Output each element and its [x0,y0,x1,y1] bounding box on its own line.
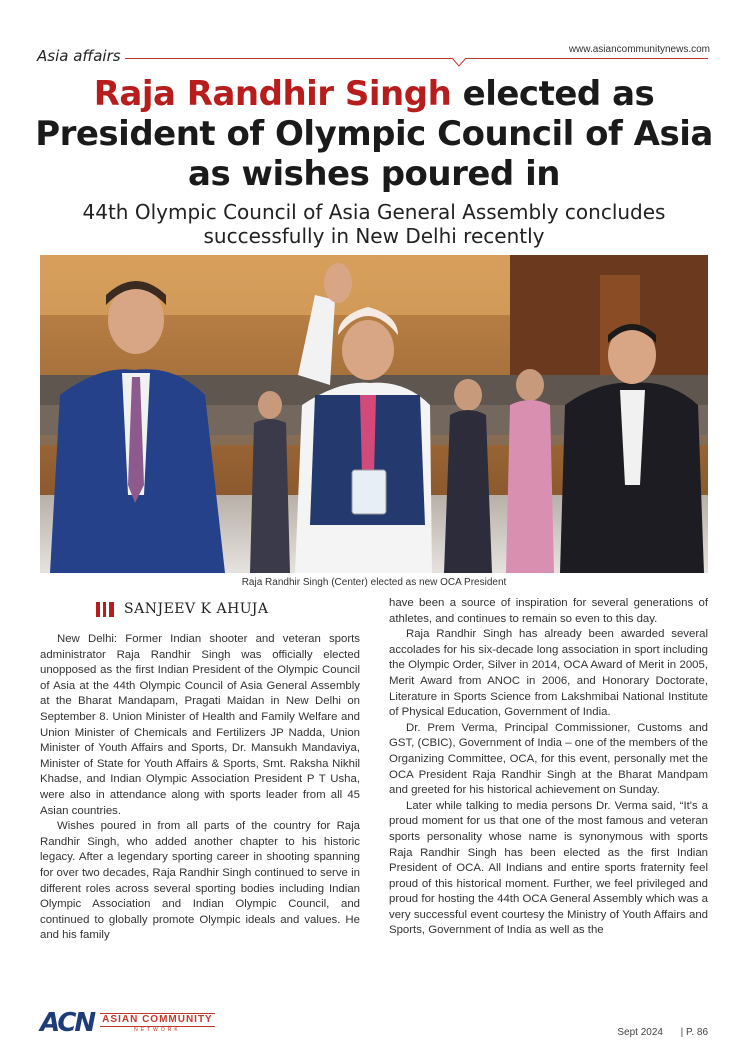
article-paragraph: Raja Randhir Singh has already been awarded several accolades for his six-decade long association in sport including the Olympic Order, Silver in 2014, OCA Award of Merit in 2005, Merit Award from ANOC in 2006, and Honorary Doctorate, Literature in Sports Science from Lakshmibai National Institute of Physical Education, Government of India. [389,628,708,719]
website-url: www.asiancommunitynews.com [568,44,710,55]
byline-bars-icon [96,602,114,617]
issue-date: Sept 2024 [617,1027,663,1038]
photo-illustration [40,255,708,573]
article-photo [40,255,708,573]
article-column-right [389,596,708,939]
section-label: Asia affairs [37,47,121,65]
article-paragraph: Dr. Prem Verma, Principal Commissioner, Customs and GST, (CBIC), Government of India – one of the members of the Organizing Committee, OCA, for this event, personally met the OCA President Raja Randhir Singh at the Bharat Mandpam and greeted for his historical achievement on Sunday. [389,721,708,797]
header-rule [125,58,708,59]
author-name: SANJEEV K AHUJA [124,601,269,617]
headline-highlight: Raja Randhir Singh [93,74,452,114]
logo-name: ASIAN COMMUNITY [102,1014,213,1025]
article-paragraph: have been a source of inspiration for several generations of athletes, and continues to remain so even to this day. [389,597,708,625]
headline [20,74,728,194]
headline-rest: elected as President of Olympic Council of Asia as wishes poured in [35,74,713,194]
header-rule-notch [452,55,466,67]
logo-sub: NETWORK [134,1027,181,1033]
logo-text [100,1013,215,1033]
page-number: | P. 86 [680,1027,708,1038]
photo-caption: Raja Randhir Singh (Center) elected as new OCA President [241,577,507,588]
article-paragraph: Later while talking to media persons Dr. Verma said, “It's a proud moment for us that one of the most famous and veteran sports personality whose name is synonymous with sports Raja Randhir Singh has been elected as the first Indian President of OCA. All Indians and entire sports fraternity feel proud of this historical moment. Further, we feel privileged and proud for hosting the 44th OCA General Assembly which was a very successful event courtesy the Ministry of Youth Affairs and Sports, Government of India as well as the [389,799,708,937]
footer-logo [40,1010,215,1036]
subheadline: 44th Olympic Council of Asia General Assembly concludes successfully in New Delhi recently [82,200,666,248]
logo-mark: ACN [40,1008,95,1038]
article-paragraph: New Delhi: Former Indian shooter and veteran sports administrator Raja Randhir Singh was officially elected unopposed as the first Indian President of the Olympic Council of Asia at the 44th Olympic Council of Asia General Assembly at the Bharat Mandapam, Pragati Maidan in New Delhi on September 8. Union Minister of Health and Family Welfare and Union Minister of Chemicals and Fertilizers JP Nadda, Union Minister of Youth Affairs and Sports, Dr. Mansukh Mandaviya, Minister of State for Youth Affairs & Sports, Smt. Raksha Nikhil Khadse, and Indian Olympic Association President P T Usha, were also in attendance along with sports leader from all 45 Asian countries. [40,633,360,817]
article-column-left [40,632,360,944]
byline [96,601,268,617]
article-paragraph: Wishes poured in from all parts of the country for Raja Randhir Singh, who added another chapter to his historic legacy. After a legendary sporting career in shooting spanning for over two decades, Raja Randhir Singh continued to serve in different roles across several sporting bodies including Indian Olympic Association and Indian Olympic Council, and continued to globally promote Olympic ideals and values. He and his family [40,820,360,942]
